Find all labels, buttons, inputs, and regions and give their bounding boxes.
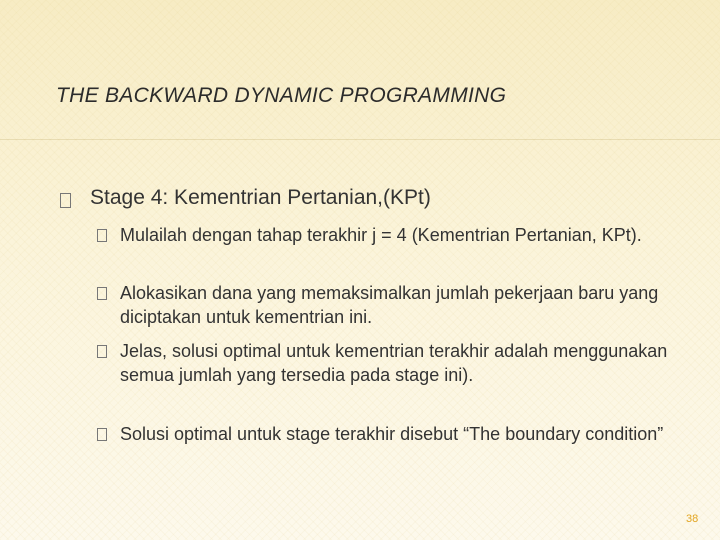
slide-title: THE BACKWARD DYNAMIC PROGRAMMING [56,84,507,107]
square-bullet-icon [97,229,107,242]
sub-bullet-2: Alokasikan dana yang memaksimalkan jumlah pekerjaan baru yang diciptakan untuk kementrian ini. [120,283,659,327]
square-bullet-icon [97,345,107,358]
sub-bullet-4: Solusi optimal untuk stage terakhir disebut “The boundary condition” [120,424,664,444]
square-bullet-icon [60,193,71,208]
sub-bullet-1: Mulailah dengan tahap terakhir j = 4 (Kementrian Pertanian, KPt). [120,225,642,245]
square-bullet-icon [97,287,107,300]
square-bullet-icon [97,428,107,441]
title-divider [0,139,720,140]
sub-bullet-3: Jelas, solusi optimal untuk kementrian terakhir adalah menggunakan semua jumlah yang tersedia pada stage ini). [120,341,668,385]
main-bullet-text: Stage 4: Kementrian Pertanian,(KPt) [90,186,431,209]
page-number: 38 [686,513,699,525]
